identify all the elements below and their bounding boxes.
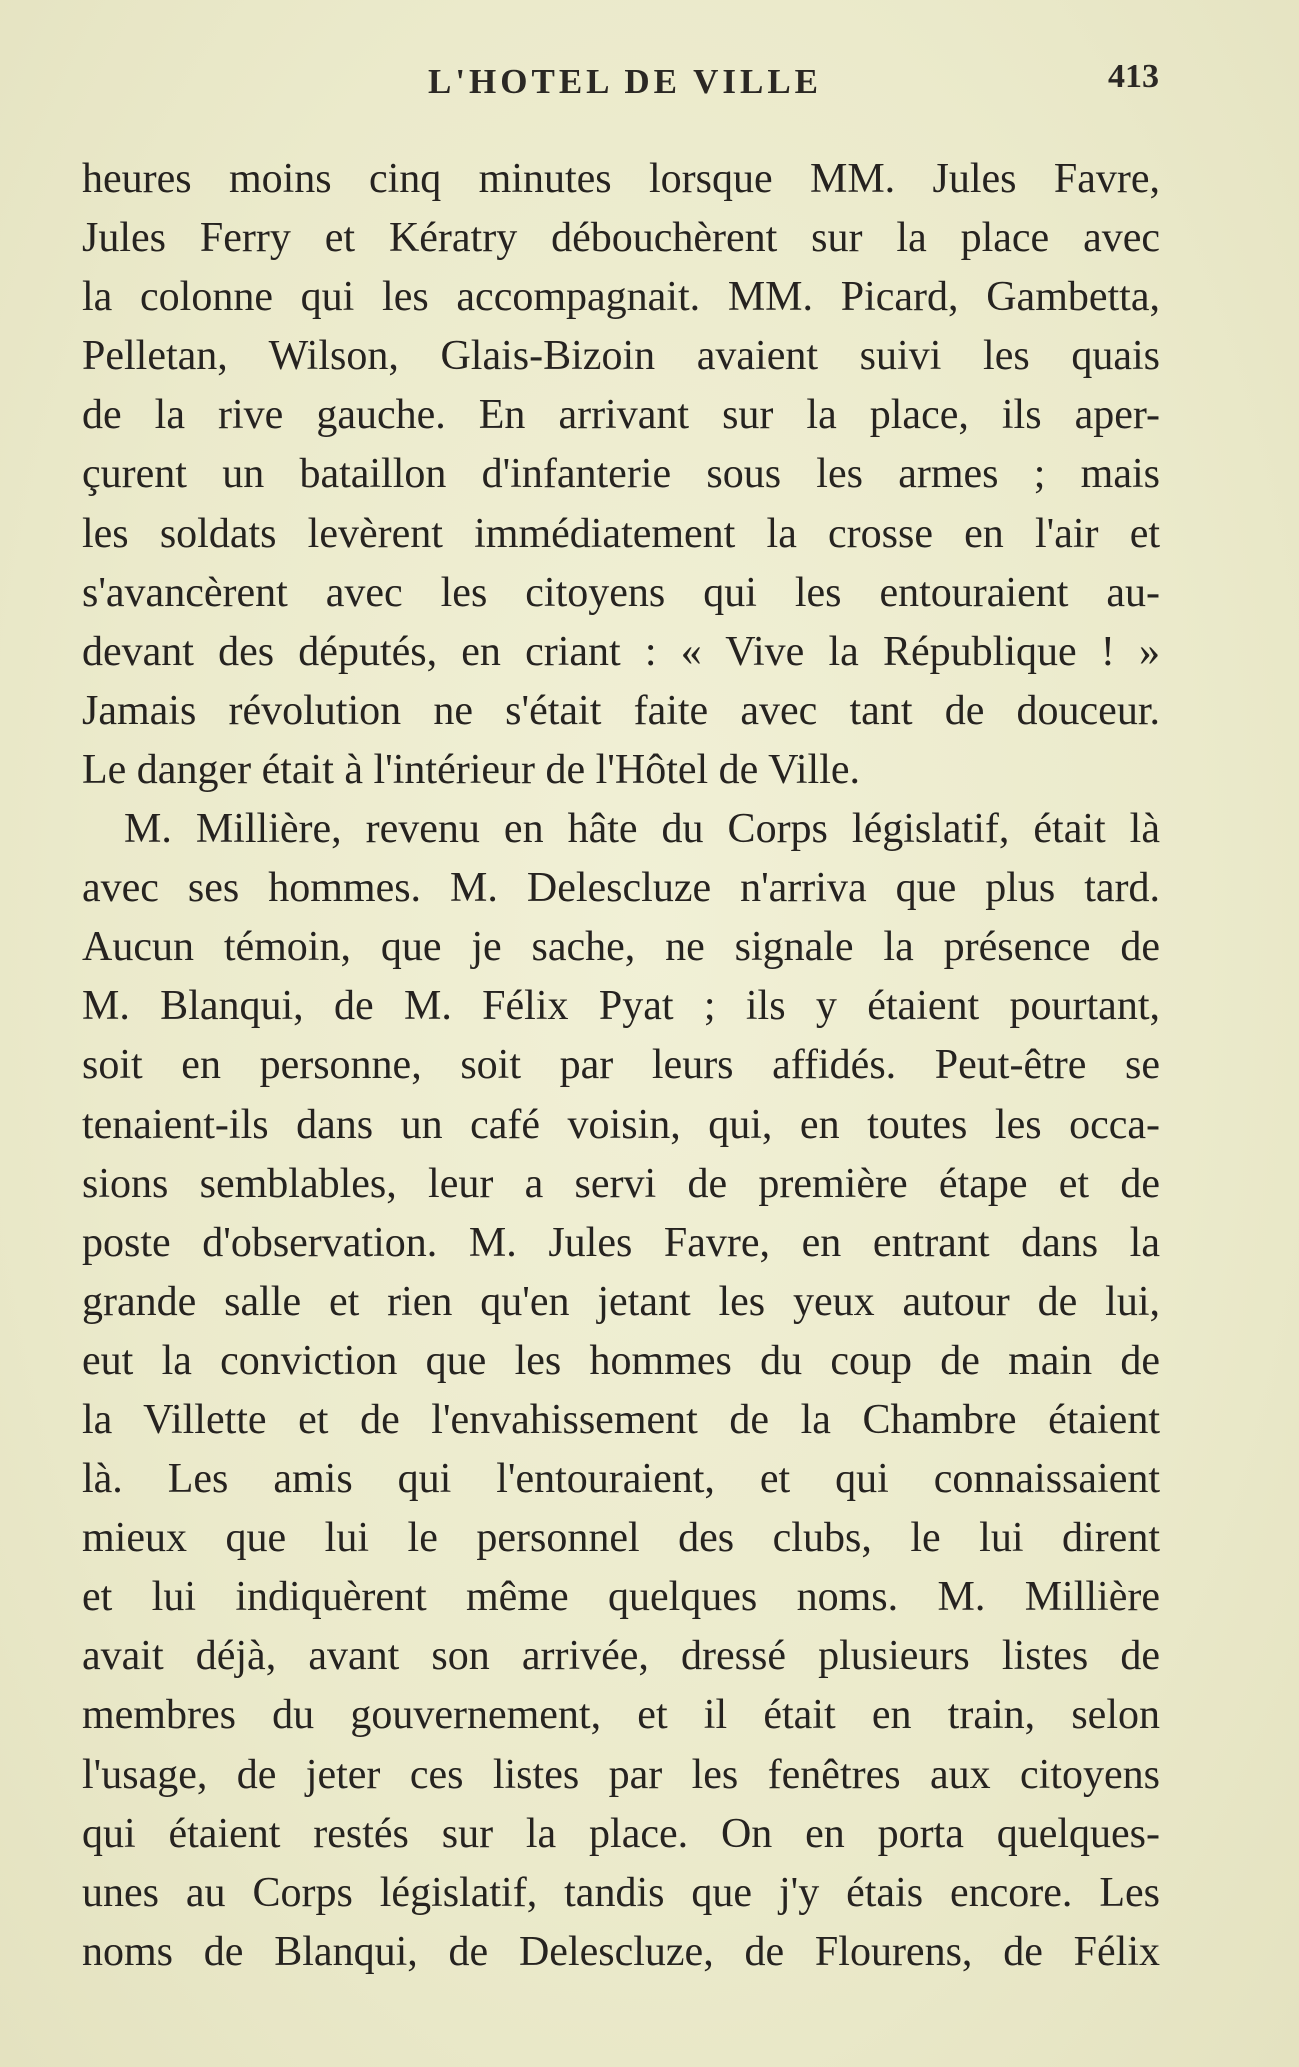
text-line: les soldats levèrent immédiatement la crosse en l'air et <box>82 510 1160 557</box>
running-title: L'HOTEL DE VILLE <box>427 62 823 101</box>
page-number: 413 <box>1108 58 1159 95</box>
text-line: eut la conviction que les hommes du coup de main de <box>82 1337 1160 1384</box>
text-line: soit en personne, soit par leurs affidés. Peut-être se <box>82 1042 1160 1089</box>
text-line: l'usage, de jeter ces listes par les fenêtres aux citoyens <box>82 1751 1160 1798</box>
text-line: la Villette et de l'envahissement de la Chambre étaient <box>82 1396 1160 1443</box>
text-line: la colonne qui les accompagnait. MM. Picard, Gambetta, <box>82 274 1160 321</box>
text-line: unes au Corps législatif, tandis que j'y étais encore. Les <box>82 1869 1160 1916</box>
text-line: çurent un bataillon d'infanterie sous les armes ; mais <box>82 451 1160 498</box>
text-line: sions semblables, leur a servi de première étape et de <box>82 1160 1160 1207</box>
text-line: grande salle et rien qu'en jetant les yeux autour de lui, <box>82 1278 1160 1325</box>
text-line: s'avancèrent avec les citoyens qui les entouraient au- <box>82 569 1160 616</box>
text-line: Jamais révolution ne s'était faite avec tant de douceur. <box>82 687 1160 734</box>
paragraph-last-line: Le danger était à l'intérieur de l'Hôtel de Ville. <box>82 746 861 793</box>
text-line: poste d'observation. M. Jules Favre, en entrant dans la <box>82 1219 1160 1266</box>
text-line: heures moins cinq minutes lorsque MM. Jules Favre, <box>82 156 1160 202</box>
text-line: membres du gouvernement, et il était en train, selon <box>82 1692 1160 1739</box>
text-line: et lui indiquèrent même quelques noms. M. Millière <box>82 1574 1160 1621</box>
text-line: Pelletan, Wilson, Glais-Bizoin avaient suivi les quais <box>82 333 1160 380</box>
text-line: mieux que lui le personnel des clubs, le lui dirent <box>82 1515 1160 1562</box>
text-line: là. Les amis qui l'entouraient, et qui connaissaient <box>82 1456 1160 1503</box>
text-line: de la rive gauche. En arrivant sur la place, ils aper- <box>82 392 1160 439</box>
text-line: devant des députés, en criant : « Vive la République ! » <box>82 628 1160 675</box>
text-line: avait déjà, avant son arrivée, dressé plusieurs listes de <box>82 1633 1160 1680</box>
text-line: Jules Ferry et Kératry débouchèrent sur la place avec <box>82 215 1160 262</box>
text-line: M. Blanqui, de M. Félix Pyat ; ils y étaient pourtant, <box>82 983 1160 1030</box>
paragraph-first-line: M. Millière, revenu en hâte du Corps législatif, était là <box>124 806 1160 853</box>
running-head <box>0 58 1299 112</box>
text-line: avec ses hommes. M. Delescluze n'arriva que plus tard. <box>82 865 1160 912</box>
text-line: noms de Blanqui, de Delescluze, de Flourens, de Félix <box>82 1928 1160 1975</box>
text-line: qui étaient restés sur la place. On en porta quelques- <box>82 1810 1160 1857</box>
text-line: Aucun témoin, que je sache, ne signale la présence de <box>82 924 1160 971</box>
body-text <box>82 150 1160 1982</box>
text-line: tenaient-ils dans un café voisin, qui, en toutes les occa- <box>82 1101 1160 1148</box>
